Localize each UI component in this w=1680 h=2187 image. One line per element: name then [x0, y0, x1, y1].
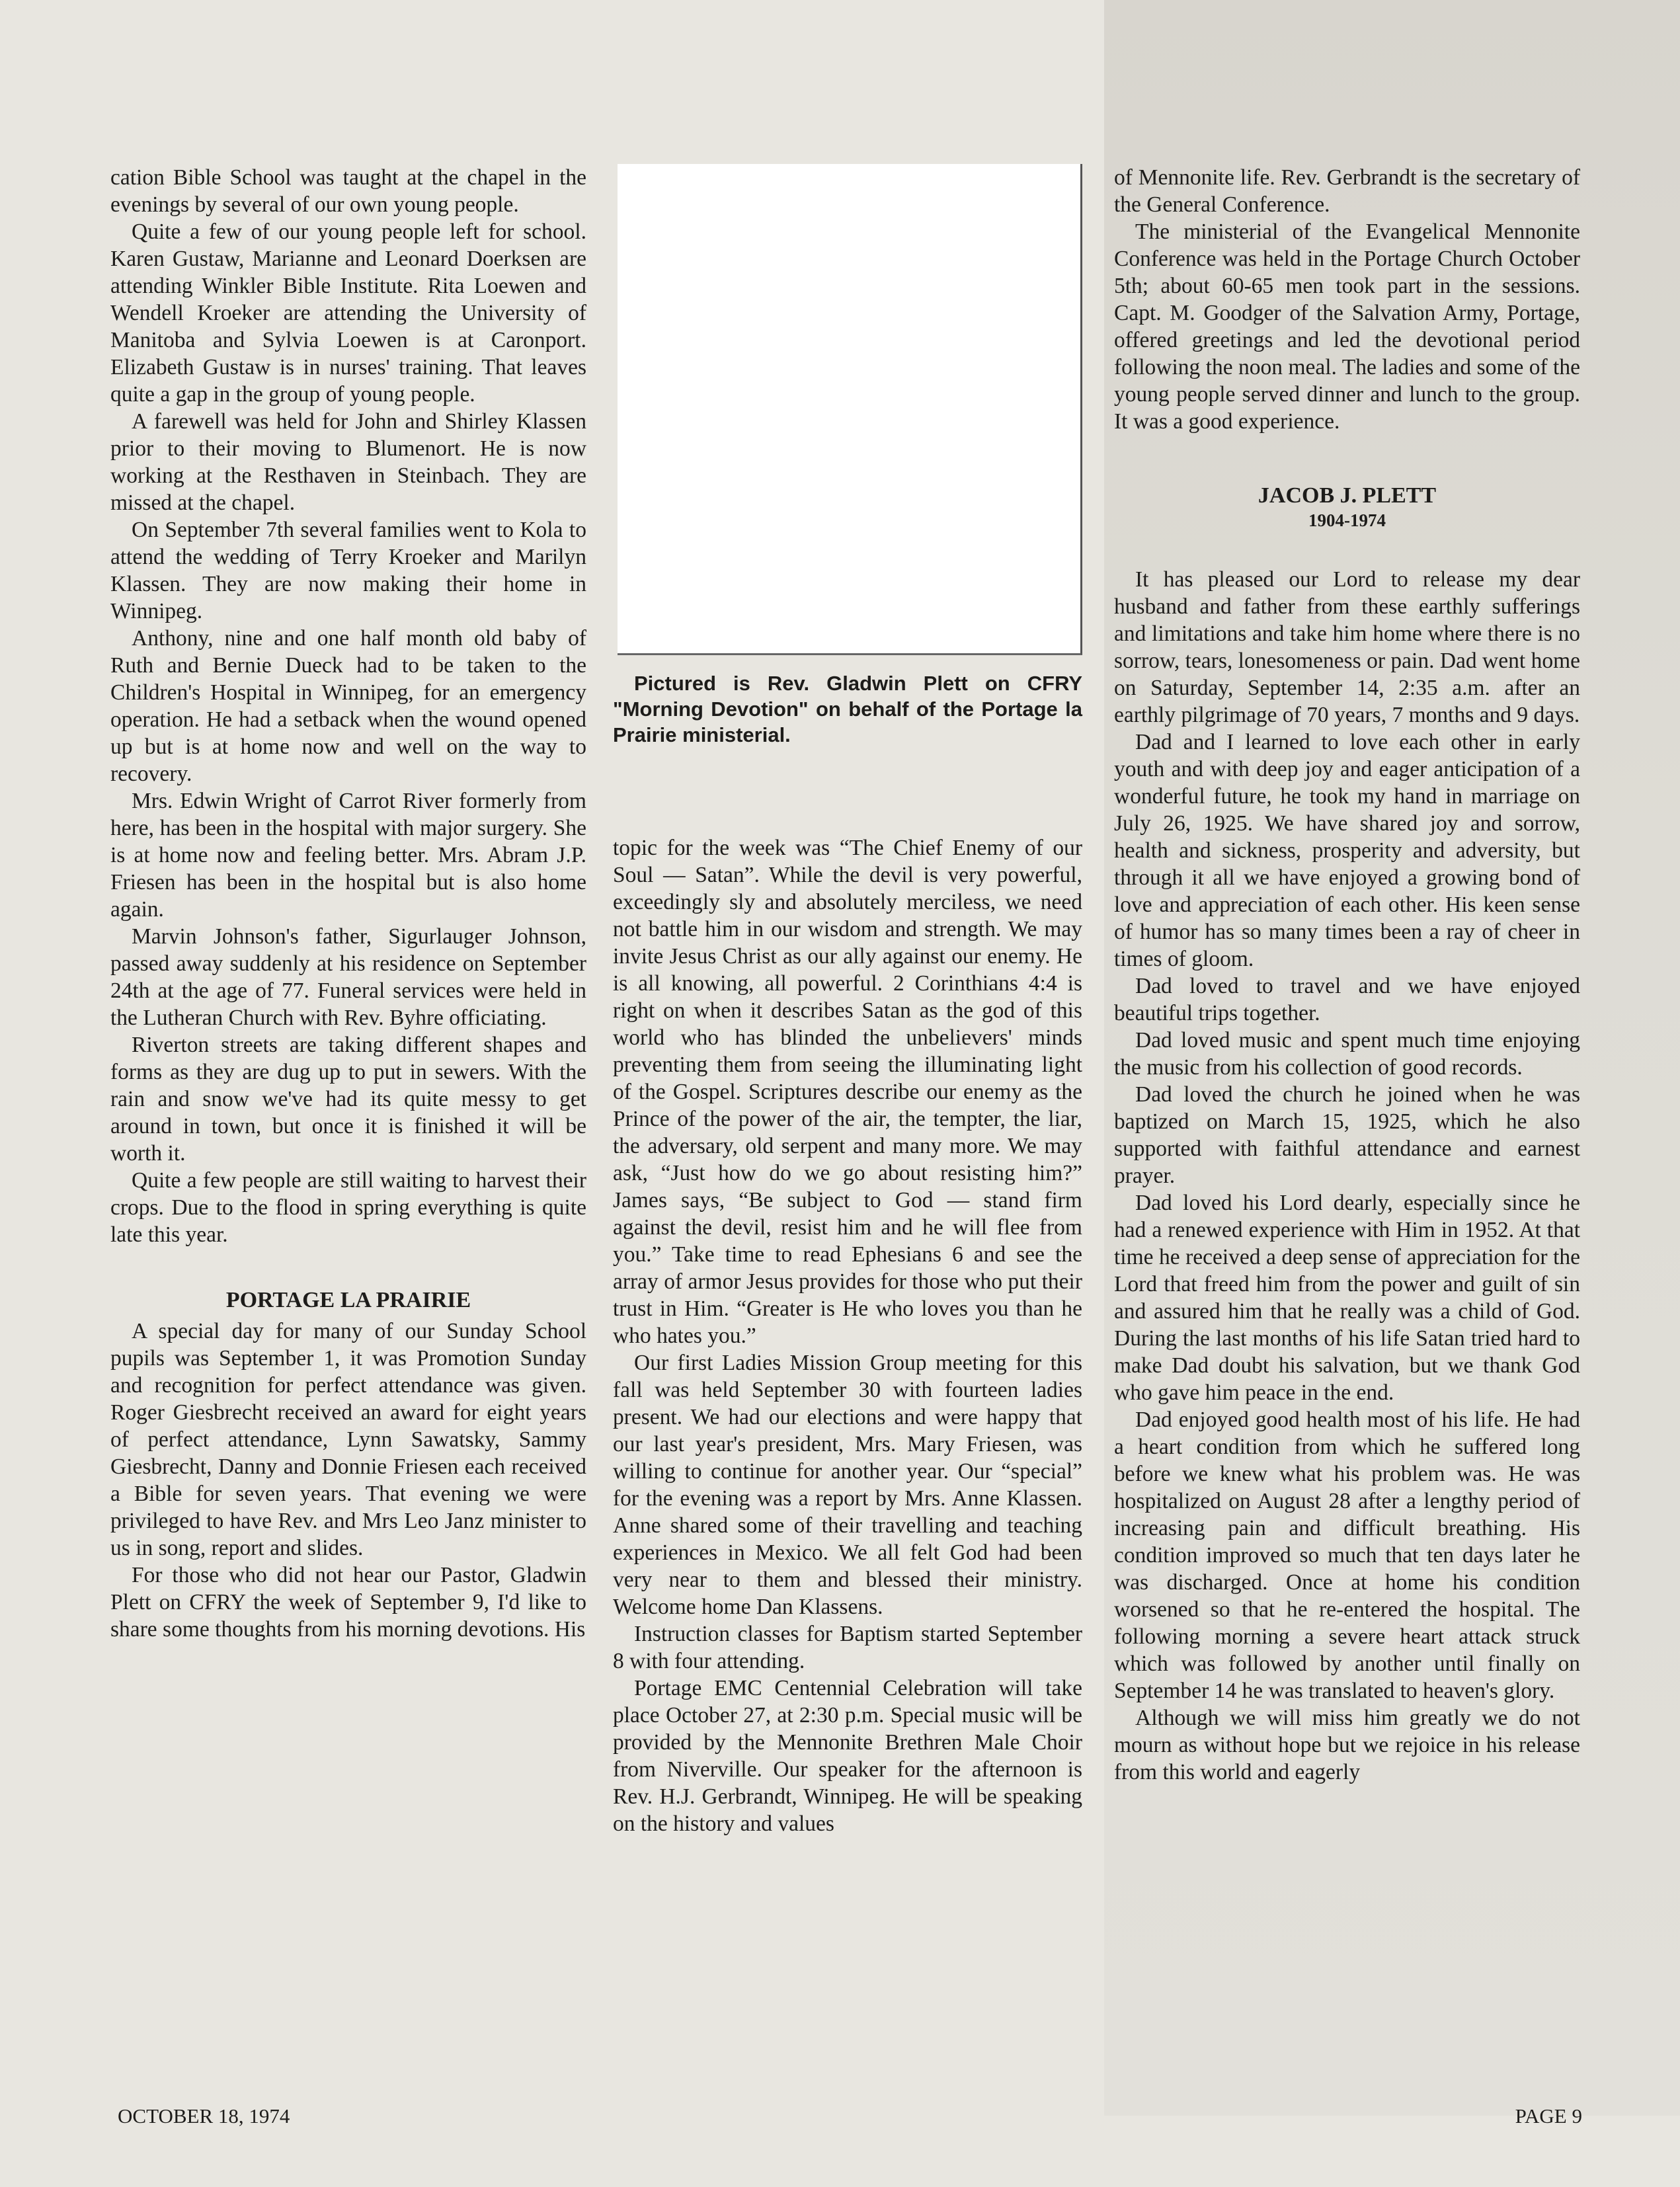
- obituary-years: 1904-1974: [1308, 510, 1386, 530]
- article-paragraph: For those who did not hear our Pastor, Gladwin Plett on CFRY the week of September 9, I'd like to share some thoughts from his morning devotions. His: [110, 1563, 586, 1642]
- article-paragraph: of Mennonite life. Rev. Gerbrandt is the secretary of the General Conference.: [1114, 165, 1580, 217]
- column-2: [613, 834, 1082, 1837]
- obituary-paragraph: Dad and I learned to love each other in early youth and with deep joy and eager anticipation of a wonderful future, he took my hand in marriage on July 26, 1925. We have shared joy and sorrow, health and sickness, prosperity and adversity, but through it all we have enjoyed a growing bond of love and appreciation of each other. His keen sense of humor has so many times been a ray of cheer in times of gloom.: [1114, 730, 1580, 971]
- article-paragraph: Mrs. Edwin Wright of Carrot River formerly from here, has been in the hospital with major surgery. She is at home now and feeling better. Mrs. Abram J.P. Friesen has been in the hospital but is also home again.: [110, 789, 586, 922]
- article-paragraph: Quite a few people are still waiting to harvest their crops. Due to the flood in spring everything is quite late this year.: [110, 1168, 586, 1247]
- article-paragraph: A farewell was held for John and Shirley Klassen prior to their moving to Blumenort. He is now working at the Resthaven in Steinbach. They are missed at the chapel.: [110, 409, 586, 515]
- article-paragraph: A special day for many of our Sunday School pupils was September 1, it was Promotion Sunday and recognition for perfect attendance was given. Roger Giesbrecht received an award for eight years of perfect attendance, Lynn Sawatsky, Sammy Giesbrecht, Danny and Donnie Friesen each received a Bible for seven years. That evening we were privileged to have Rev. and Mrs Leo Janz minister to us in song, report and slides.: [110, 1319, 586, 1560]
- obituary-paragraph: Dad loved to travel and we have enjoyed beautiful trips together.: [1114, 974, 1580, 1025]
- article-paragraph: Our first Ladies Mission Group meeting for this fall was held September 30 with fourteen ladies present. We had our elections and were happy that our last year's president, Mrs. Mary Friesen, was willing to continue for another year. Our “special” for the evening was a report by Mrs. Anne Klassen. Anne shared some of their travelling and teaching experiences in Mexico. We all felt God had been very near to them and blessed their ministry. Welcome home Dan Klassens.: [613, 1351, 1082, 1619]
- obituary-paragraph: Although we will miss him greatly we do not mourn as without hope but we rejoice in his release from this world and eagerly: [1114, 1706, 1580, 1784]
- article-paragraph: Portage EMC Centennial Celebration will take place October 27, at 2:30 p.m. Special music will be provided by the Mennonite Brethren Male Choir from Niverville. Our speaker for the afternoon is Rev. H.J. Gerbrandt, Winnipeg. He will be speaking on the history and values: [613, 1676, 1082, 1836]
- article-paragraph: Anthony, nine and one half month old baby of Ruth and Bernie Dueck had to be taken to the Children's Hospital in Winnipeg, for an emergency operation. He had a setback when the wound opened up but is at home now and well on the way to recovery.: [110, 626, 586, 786]
- article-paragraph: Riverton streets are taking different shapes and forms as they are dug up to put in sewers. With the rain and snow we've had its quite messy to get around in town, but once it is finished it will be worth it.: [110, 1033, 586, 1166]
- obituary-paragraph: Dad loved his Lord dearly, especially since he had a renewed experience with Him in 1952. At that time he received a deep sense of appreciation for the Lord that freed him from the power and guilt of sin and assured him that he really was a child of God. During the last months of his life Satan tried hard to make Dad doubt his salvation, but we thank God who gave him peace in the end.: [1114, 1191, 1580, 1405]
- footer-date: OCTOBER 18, 1974: [118, 2104, 290, 2127]
- article-paragraph: Quite a few of our young people left for school. Karen Gustaw, Marianne and Leonard Doerksen are attending Winkler Bible Institute. Rita Loewen and Wendell Kroeker are attending the University of Manitoba and Sylvia Loewen is at Caronport. Elizabeth Gustaw is in nurses' training. That leaves quite a gap in the group of young people.: [110, 219, 586, 407]
- article-paragraph: topic for the week was “The Chief Enemy of our Soul — Satan”. While the devil is very powerful, exceedingly sly and absolutely merciless, we need not battle him in our wisdom and strength. We may invite Jesus Christ as our ally against our enemy. He is all knowing, all powerful. 2 Corinthians 4:4 is right on when it describes Satan as the god of this world who has blinded the unbelievers' minds preventing them from seeing the illuminating light of the Gospel. Scriptures describe our enemy as the Prince of the power of the air, the tempter, the liar, the adversary, old serpent and many more. We may ask, “Just how do we go about resisting him?” James says, “Be subject to God — stand firm against the devil, resist him and he will flee from you.” Take time to read Ephesians 6 and see the array of armor Jesus provides for those who put their trust in Him. “Greater is He who loves you than he who hates you.”: [613, 836, 1082, 1348]
- photo-caption: Pictured is Rev. Gladwin Plett on CFRY "Morning Devotion" on behalf of the Portage la Prairie ministerial.: [613, 672, 1082, 746]
- column-3: [1114, 164, 1580, 1786]
- section-heading-portage: PORTAGE LA PRAIRIE: [225, 1288, 471, 1312]
- article-paragraph: Instruction classes for Baptism started September 8 with four attending.: [613, 1622, 1082, 1673]
- footer-page-number: PAGE 9: [1515, 2104, 1582, 2127]
- photo-placeholder: [618, 164, 1082, 655]
- obituary-paragraph: It has pleased our Lord to release my dear husband and father from these earthly sufferings and limitations and take him home where there is no sorrow, tears, lonesomeness or pain. Dad went home on Saturday, September 14, 2:35 a.m. after an earthly pilgrimage of 70 years, 7 months and 9 days.: [1114, 567, 1580, 727]
- article-paragraph: Marvin Johnson's father, Sigurlauger Johnson, passed away suddenly at his residence on September 24th at the age of 77. Funeral services were held in the Lutheran Church with Rev. Byhre officiating.: [110, 924, 586, 1030]
- obituary-name: JACOB J. PLETT: [1258, 483, 1437, 508]
- obituary-paragraph: Dad enjoyed good health most of his life. He had a heart condition from which he suffered long before we knew what his problem was. He was hospitalized on August 28 after a lengthy period of increasing pain and difficult breathing. His condition improved so much that ten days later he was discharged. Once at home his condition worsened so that he re-entered the hospital. The following morning a severe heart attack struck which was followed by another until finally on September 14 he was translated to heaven's glory.: [1114, 1408, 1580, 1703]
- article-paragraph: On September 7th several families went to Kola to attend the wedding of Terry Kroeker and Marilyn Klassen. They are now making their home in Winnipeg.: [110, 518, 586, 623]
- article-paragraph: cation Bible School was taught at the chapel in the evenings by several of our own young people.: [110, 165, 586, 217]
- article-paragraph: The ministerial of the Evangelical Mennonite Conference was held in the Portage Church October 5th; about 60-65 men took part in the sessions. Capt. M. Goodger of the Salvation Army, Portage, offered greetings and led the devotional period following the noon meal. The ladies and some of the young people served dinner and lunch to the group. It was a good experience.: [1114, 219, 1580, 434]
- obituary-paragraph: Dad loved the church he joined when he was baptized on March 15, 1925, which he also supported with faithful attendance and earnest prayer.: [1114, 1082, 1580, 1188]
- obituary-paragraph: Dad loved music and spent much time enjoying the music from his collection of good records.: [1114, 1028, 1580, 1080]
- column-1: [110, 164, 586, 1643]
